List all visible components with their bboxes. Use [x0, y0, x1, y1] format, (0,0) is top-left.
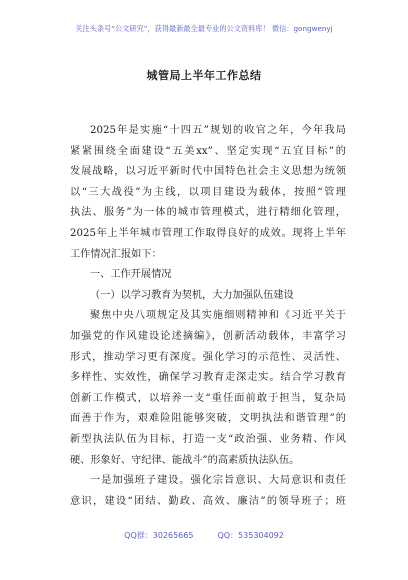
body-line-13: 多样性、实效性，确保学习教育走深走实。结合学习教育 [70, 372, 346, 384]
body-line-2: 紧紧围绕全面建设“五美xx”、坚定实现“五宜目标”的 [70, 145, 346, 157]
body-line-5: 执法、服务”为一体的城市管理模式，进行精细化管理， [70, 207, 346, 219]
body-line-4: 以“三大战役”为主线，以项目建设为载体，按照“管理 [70, 186, 346, 198]
body-line-19: 意识，建设“团结、勤政、高效、廉洁”的领导班子；班 [70, 495, 346, 507]
body-line-6: 2025年上半年城市管理工作取得良好的成效。现将上半年 [70, 227, 346, 239]
body-line-3: 发展战略，以习近平新时代中国特色社会主义思想为统领 [70, 166, 346, 178]
document-body [70, 121, 346, 512]
body-line-17: 硬、形象好、守纪律、能战斗”的高素质执法队伍。 [70, 454, 300, 466]
body-line-16: 新型执法队伍为目标，打造一支“政治强、业务精、作风 [70, 433, 346, 445]
footer-qq-group: QQ群：30265665 [124, 531, 194, 540]
body-line-14: 创新工作模式，以培养一支“重任面前敢于担当，复杂局 [70, 392, 346, 404]
body-line-12: 形式，推动学习更有深度。强化学习的示范性、灵活性、 [70, 351, 346, 363]
body-line-18: 一是加强班子建设。强化宗旨意识、大局意识和责任 [90, 475, 346, 487]
footer-qq: QQ：535304092 [217, 531, 284, 540]
body-line-11: 加强党的作风建设论述摘编》，创新活动载体，丰富学习 [70, 330, 346, 342]
body-line-7: 工作情况汇报如下： [70, 248, 162, 260]
document-title: 城管局上半年工作总结 [146, 69, 262, 82]
header-banner: 关注头条号“公文研究”，获得最新最全最专业的公文资料库！ 微信：gongwenyj [75, 24, 333, 33]
body-line-10: 聚焦中央八项规定及其实施细则精神和《习近平关于 [90, 310, 346, 322]
section-heading: 一、工作开展情况 [90, 269, 172, 281]
subsection-heading: （一）以学习教育为契机，大力加强队伍建设 [90, 289, 294, 301]
body-line-1: 2025年是实施“十四五”规划的收官之年，今年我局 [90, 125, 346, 136]
body-line-15: 面善于作为，艰难险阻能够突破，文明执法和谐管理”的 [70, 413, 346, 425]
footer-contact [0, 530, 408, 541]
